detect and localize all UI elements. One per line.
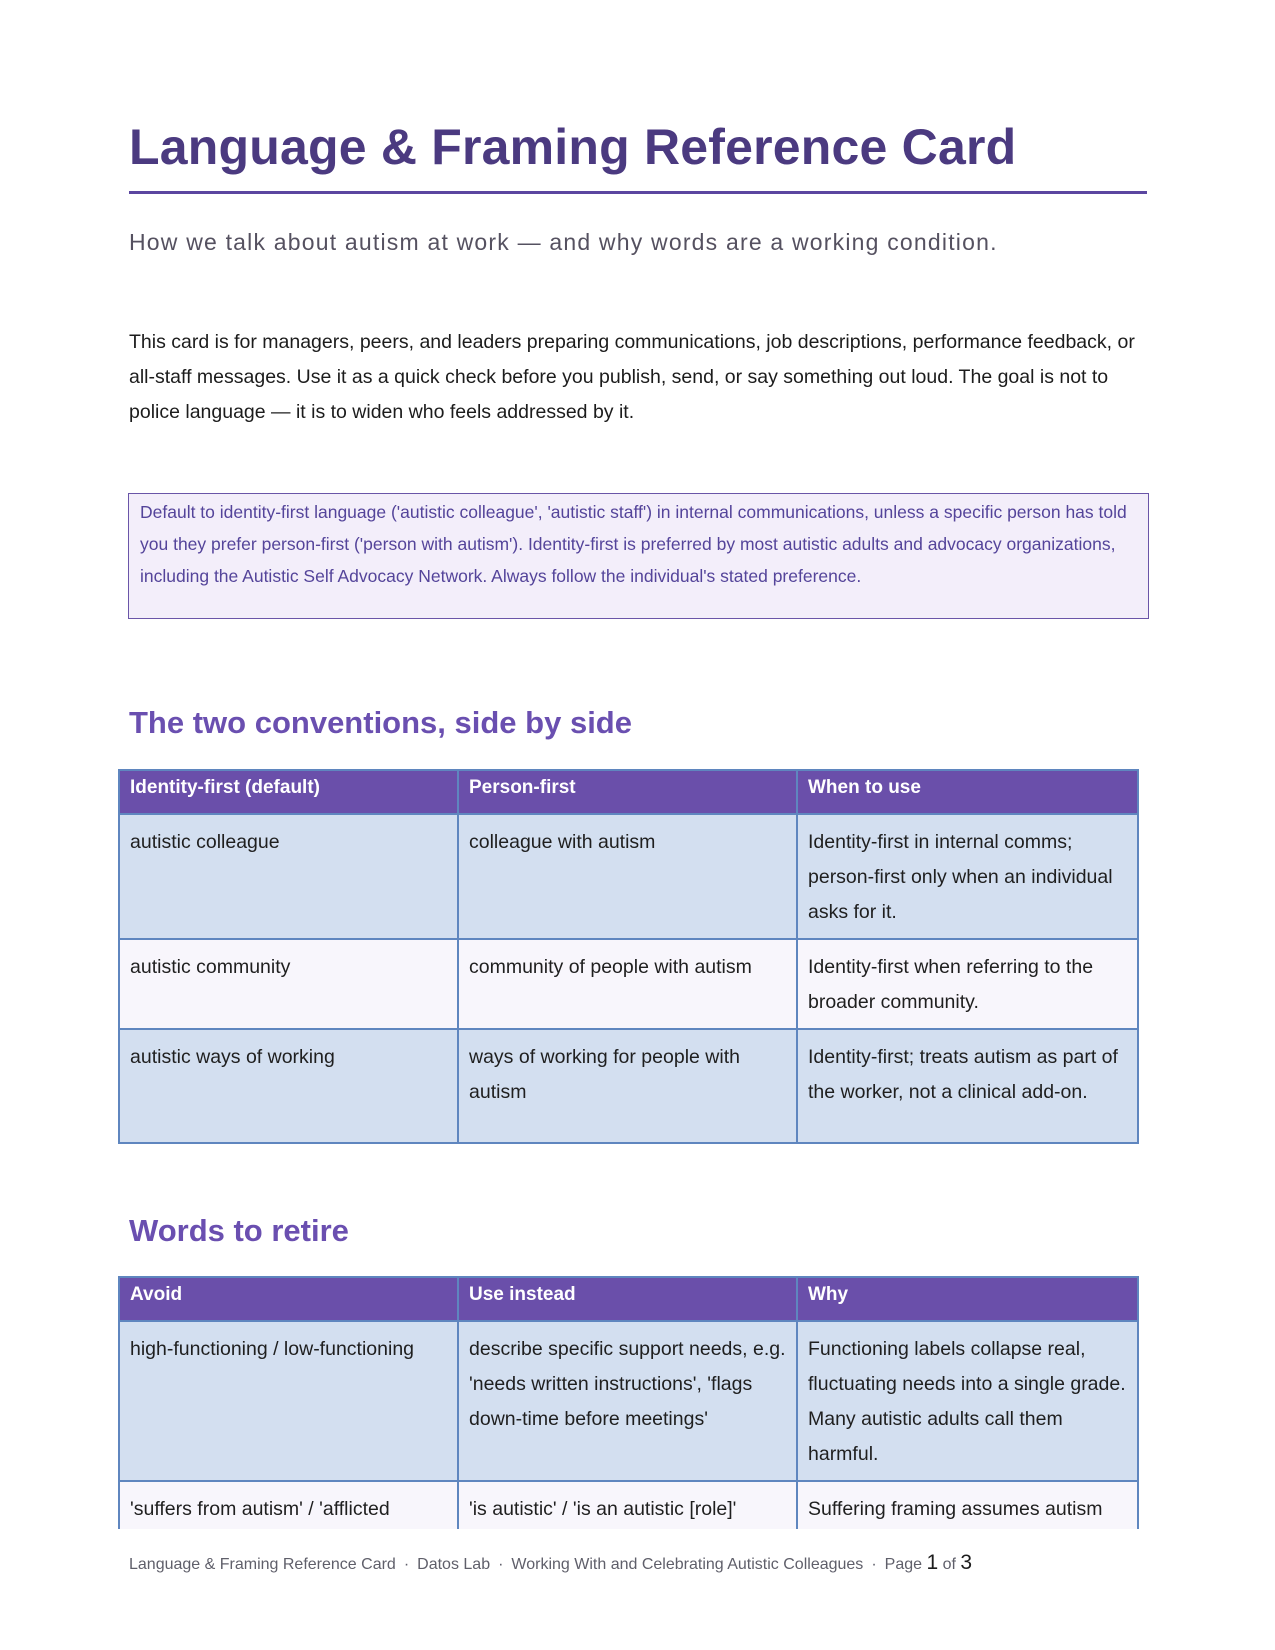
intro-paragraph: This card is for managers, peers, and leaders preparing communications, job descriptions, performance feedback, or all-staff messages. Use it as a quick check before you publish, send, or say something out loud. The goal is not to police language — it is to widen who feels addressed by it. [129,331,1135,423]
table-cell: autistic community [119,939,458,1029]
table-cell: Identity-first in internal comms; person-first only when an individual asks for it. [797,814,1138,939]
column-header: Identity-first (default) [119,770,458,814]
footer-separator: · [498,1556,504,1573]
retire-table-clip [116,1272,1141,1529]
page-title: Language & Framing Reference Card [129,119,1017,175]
footer-of-label: of [942,1556,956,1573]
table-cell: 'suffers from autism' / 'afflicted [119,1481,458,1529]
table-cell: community of people with autism [458,939,797,1029]
footer-separator: · [403,1556,410,1573]
section-heading-conventions: The two conventions, side by side [129,705,632,740]
section-heading-retire: Words to retire [129,1213,349,1248]
table-cell: Identity-first; treats autism as part of the worker, not a clinical add-on. [797,1029,1138,1143]
column-header: Person-first [458,770,797,814]
table-row [119,1029,1138,1143]
title-divider [129,191,1147,194]
callout-box [128,493,1149,619]
table-row [119,1321,1138,1481]
table-row [119,939,1138,1029]
table-cell: autistic ways of working [119,1029,458,1143]
table-row [119,1481,1138,1529]
footer-org: Datos Lab [417,1556,491,1573]
table-cell: autistic colleague [119,814,458,939]
table-cell: ways of working for people with autism [458,1029,797,1143]
table-cell: Suffering framing assumes autism [797,1481,1138,1529]
column-header: Why [797,1277,1138,1321]
table-row [119,814,1138,939]
column-header: When to use [797,770,1138,814]
footer-page-total: 3 [960,1551,973,1574]
footer-page-number: 1 [926,1551,939,1574]
footer-series: Working With and Celebrating Autistic Colleagues [511,1556,864,1573]
table-header-row [119,1277,1138,1321]
footer-page-label: Page [884,1556,923,1573]
page-subtitle: How we talk about autism at work — and why words are a working condition. [129,229,998,255]
table-cell: describe specific support needs, e.g. 'needs written instructions', 'flags down-time before meetings' [458,1321,797,1481]
retire-table [118,1276,1139,1529]
table-cell: Identity-first when referring to the broader community. [797,939,1138,1029]
column-header: Use instead [458,1277,797,1321]
page-footer [129,1551,972,1575]
callout-text: Default to identity-first language ('autistic colleague', 'autistic staff') in internal communications, unless a specific person has told you they prefer person-first ('person with autism'). Identity-first is preferred by most autistic adults and advocacy organizations, including the Autistic Self Advocacy Network. Always follow the individual's stated preference. [140,502,1127,586]
footer-doc-title: Language & Framing Reference Card [129,1556,396,1573]
table-cell: Functioning labels collapse real, fluctuating needs into a single grade. Many autistic adults call them harmful. [797,1321,1138,1481]
conventions-table [118,769,1139,1144]
table-cell: 'is autistic' / 'is an autistic [role]' [458,1481,797,1529]
footer-separator: · [871,1556,877,1573]
column-header: Avoid [119,1277,458,1321]
table-header-row [119,770,1138,814]
table-cell: high-functioning / low-functioning [119,1321,458,1481]
table-cell: colleague with autism [458,814,797,939]
